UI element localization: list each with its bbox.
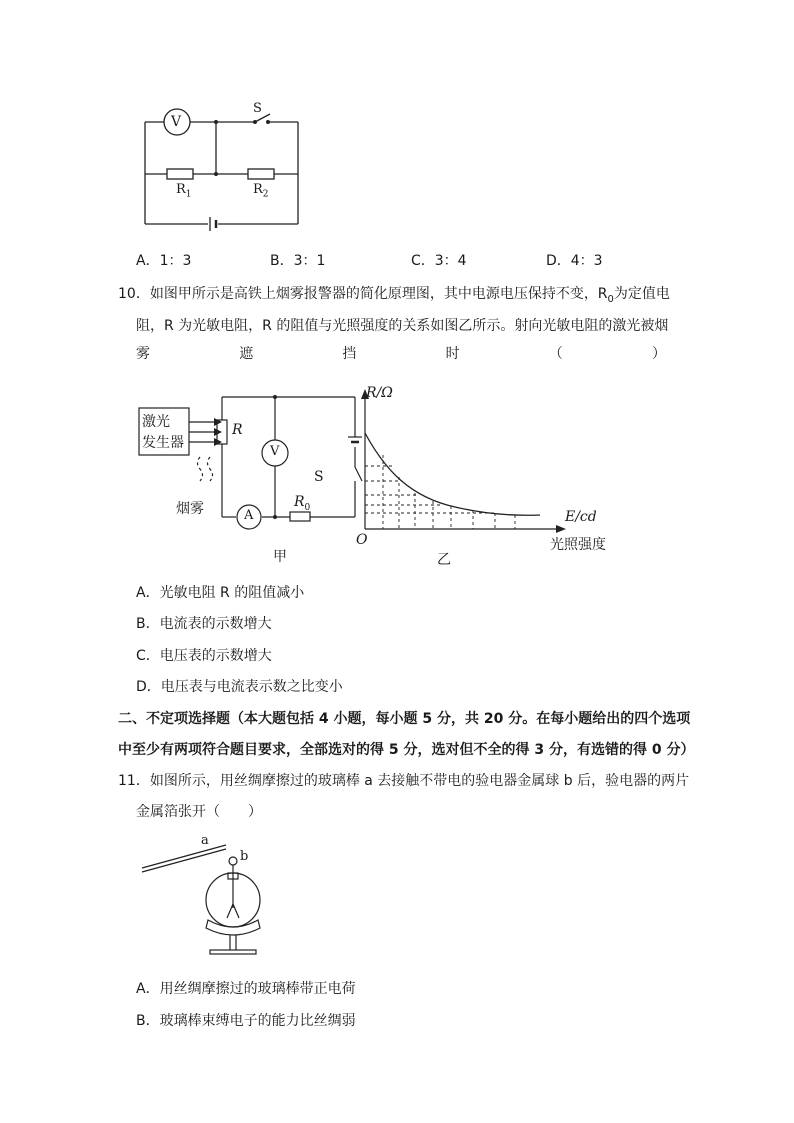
jia-r0-letter: R: [294, 494, 305, 510]
glass-rod: [142, 845, 226, 868]
electroscope-figure: [138, 838, 278, 958]
laser-label-line1: 激光: [142, 414, 170, 430]
q9-r2-label: [253, 182, 269, 200]
jia-switch-label: S: [314, 469, 324, 485]
q9-r2-sub: 2: [262, 189, 269, 200]
q10-char-3: 挡: [342, 346, 357, 362]
q10-char-1: 雾: [136, 346, 150, 362]
section2-header-line2: 中至少有两项符合题目要求，全部选对的得 5 分，选对但不全的得 3 分，有选错的得 0 分）: [118, 742, 695, 758]
q9-r2-letter: R: [253, 182, 263, 197]
q9-r1-letter: R: [176, 182, 186, 197]
yi-xlabel: E/cd: [565, 509, 597, 525]
q10-paren-open: （: [548, 346, 563, 362]
laser-label-line2: 发生器: [142, 435, 184, 451]
yi-x-name: 光照强度: [550, 537, 606, 553]
q9-circuit-diagram: [130, 98, 320, 238]
jia-r-label: R: [232, 422, 243, 438]
q10-char-4: 时: [445, 346, 460, 362]
jia-ammeter-label: A: [244, 508, 254, 523]
q10-option-b: B．电流表的示数增大: [136, 616, 272, 632]
q11-option-a: A．用丝绸摩擦过的玻璃棒带正电荷: [136, 981, 356, 997]
q9-r1-sub: 1: [185, 189, 192, 200]
q11-stem-line2: 金属箔张开（ ）: [136, 804, 262, 820]
yi-ylabel: R/Ω: [366, 385, 393, 401]
q9-option-a: A．1：3: [136, 253, 192, 269]
q10-stem-line2: 阻，R 为光敏电阻，R 的阻值与光照强度的关系如图乙所示。射向光敏电阻的激光被烟: [136, 318, 669, 334]
q9-option-d: D．4：3: [546, 253, 603, 269]
jia-voltmeter-label: V: [270, 444, 280, 459]
q10-stem-line1: [118, 283, 670, 305]
q10-option-c: C．电压表的示数增大: [136, 648, 272, 664]
metal-ball: [229, 857, 237, 865]
q9-option-c: C．3：4: [411, 253, 467, 269]
q9-r1-label: [176, 182, 192, 200]
q10-stem-line3: [136, 343, 666, 363]
q10-line1-sub: 0: [607, 293, 614, 305]
section2-header-line1: 二、不定项选择题（本大题包括 4 小题，每小题 5 分，共 20 分。在每小题给出的四个选项: [118, 711, 691, 727]
yi-origin: O: [356, 532, 368, 548]
q10-graph-yi: [355, 385, 575, 535]
jia-r0-label: [294, 494, 310, 513]
q9-switch-label: S: [253, 101, 262, 116]
x-axis-arrow: [556, 525, 566, 533]
q11-option-b: B．玻璃棒束缚电子的能力比丝绸弱: [136, 1013, 356, 1029]
ball-label-b: b: [240, 849, 249, 864]
q10-line1-text: 10．如图甲所示是高铁上烟雾报警器的简化原理图，其中电源电压保持不变，R: [118, 286, 608, 302]
q10-option-d: D．电压表与电流表示数之比变小: [136, 679, 343, 695]
q11-stem-line1: 11．如图所示，用丝绸摩擦过的玻璃棒 a 去接触不带电的验电器金属球 b 后，验电器的两片: [118, 773, 690, 789]
q10-paren-close: ）: [651, 346, 666, 362]
rod-label-a: a: [201, 833, 209, 848]
fig-jia-caption: 甲: [273, 549, 287, 565]
q10-option-a: A．光敏电阻 R 的阻值减小: [136, 585, 305, 601]
q9-voltmeter-label: V: [171, 114, 182, 130]
q9-option-b: B．3：1: [270, 253, 326, 269]
jia-r0-sub: 0: [304, 502, 311, 513]
q10-line1-tail: 为定值电: [613, 286, 670, 302]
fig-yi-caption: 乙: [437, 552, 451, 568]
q10-char-2: 遮: [239, 346, 254, 362]
smoke-label: 烟雾: [176, 501, 204, 517]
resistance-curve: [365, 433, 540, 515]
